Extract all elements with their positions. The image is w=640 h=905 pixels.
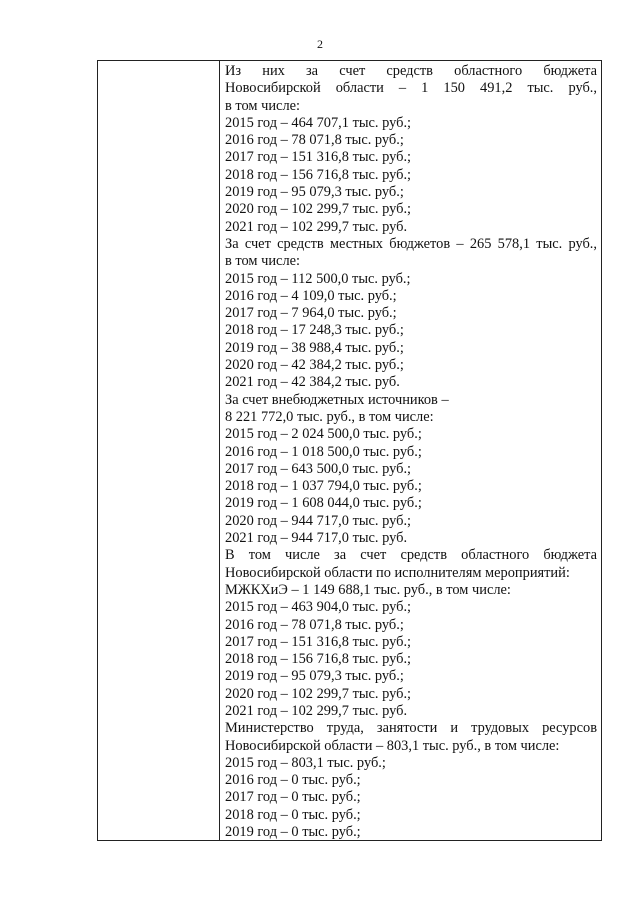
text-line: 2021 год – 42 384,2 тыс. руб.: [225, 374, 400, 391]
text-line: 2018 год – 17 248,3 тыс. руб.;: [225, 322, 404, 339]
text-line: 2019 год – 38 988,4 тыс. руб.;: [225, 339, 404, 356]
text-line: 2019 год – 95 079,3 тыс. руб.;: [225, 184, 404, 201]
text-line: Новосибирской области – 1 150 491,2 тыс. руб.,: [225, 80, 597, 97]
text-line: 2017 год – 643 500,0 тыс. руб.;: [225, 460, 412, 477]
text-line: За счет внебюджетных источников –: [225, 391, 449, 408]
text-line: 2019 год – 0 тыс. руб.;: [225, 824, 361, 841]
text-line: Новосибирской области по исполнителям мероприятий:: [225, 564, 570, 581]
text-line: 2021 год – 102 299,7 тыс. руб.: [225, 218, 408, 235]
text-line: За счет средств местных бюджетов – 265 578,1 тыс. руб.,: [225, 235, 597, 252]
text-line: 2015 год – 112 500,0 тыс. руб.;: [225, 270, 411, 287]
text-line: 2019 год – 1 608 044,0 тыс. руб.;: [225, 495, 422, 512]
text-line: 2015 год – 464 707,1 тыс. руб.;: [225, 114, 412, 131]
text-line: 2017 год – 7 964,0 тыс. руб.;: [225, 305, 397, 322]
text-line: 2016 год – 78 071,8 тыс. руб.;: [225, 132, 404, 149]
text-line: 2020 год – 102 299,7 тыс. руб.;: [225, 201, 412, 218]
text-line: 2020 год – 944 717,0 тыс. руб.;: [225, 512, 412, 529]
text-line: Министерство труда, занятости и трудовых ресурсов: [225, 720, 597, 737]
text-line: 2018 год – 1 037 794,0 тыс. руб.;: [225, 478, 422, 495]
text-line: 2021 год – 102 299,7 тыс. руб.: [225, 702, 408, 719]
text-line: 2015 год – 803,1 тыс. руб.;: [225, 754, 386, 771]
text-line: в том числе:: [225, 253, 301, 270]
text-line: Новосибирской области – 803,1 тыс. руб., в том числе:: [225, 737, 560, 754]
text-line: 2016 год – 4 109,0 тыс. руб.;: [225, 287, 397, 304]
text-line: 2017 год – 151 316,8 тыс. руб.;: [225, 149, 412, 166]
text-line: 2018 год – 0 тыс. руб.;: [225, 806, 361, 823]
text-line: 2020 год – 42 384,2 тыс. руб.;: [225, 357, 404, 374]
text-line: 2015 год – 2 024 500,0 тыс. руб.;: [225, 426, 422, 443]
text-line: 2020 год – 102 299,7 тыс. руб.;: [225, 685, 412, 702]
text-line: 2015 год – 463 904,0 тыс. руб.;: [225, 599, 412, 616]
text-line: 2016 год – 78 071,8 тыс. руб.;: [225, 616, 404, 633]
text-line: 2016 год – 0 тыс. руб.;: [225, 772, 361, 789]
table-left-cell: [98, 61, 220, 840]
text-line: 2019 год – 95 079,3 тыс. руб.;: [225, 668, 404, 685]
page-number: 2: [317, 37, 323, 51]
funding-table: [97, 60, 602, 841]
text-line: Из них за счет средств областного бюджета: [225, 63, 597, 79]
text-line: 8 221 772,0 тыс. руб., в том числе:: [225, 408, 434, 425]
text-line: 2018 год – 156 716,8 тыс. руб.;: [225, 651, 412, 668]
text-line: 2017 год – 151 316,8 тыс. руб.;: [225, 633, 412, 650]
text-line: 2018 год – 156 716,8 тыс. руб.;: [225, 166, 412, 183]
text-line: 2016 год – 1 018 500,0 тыс. руб.;: [225, 443, 422, 460]
text-line: в том числе:: [225, 97, 301, 114]
text-line: 2021 год – 944 717,0 тыс. руб.: [225, 530, 408, 547]
text-line: МЖКХиЭ – 1 149 688,1 тыс. руб., в том числе:: [225, 581, 511, 598]
text-line: В том числе за счет средств областного бюджета: [225, 547, 597, 564]
table-right-cell: [220, 61, 601, 840]
text-line: 2017 год – 0 тыс. руб.;: [225, 789, 361, 806]
